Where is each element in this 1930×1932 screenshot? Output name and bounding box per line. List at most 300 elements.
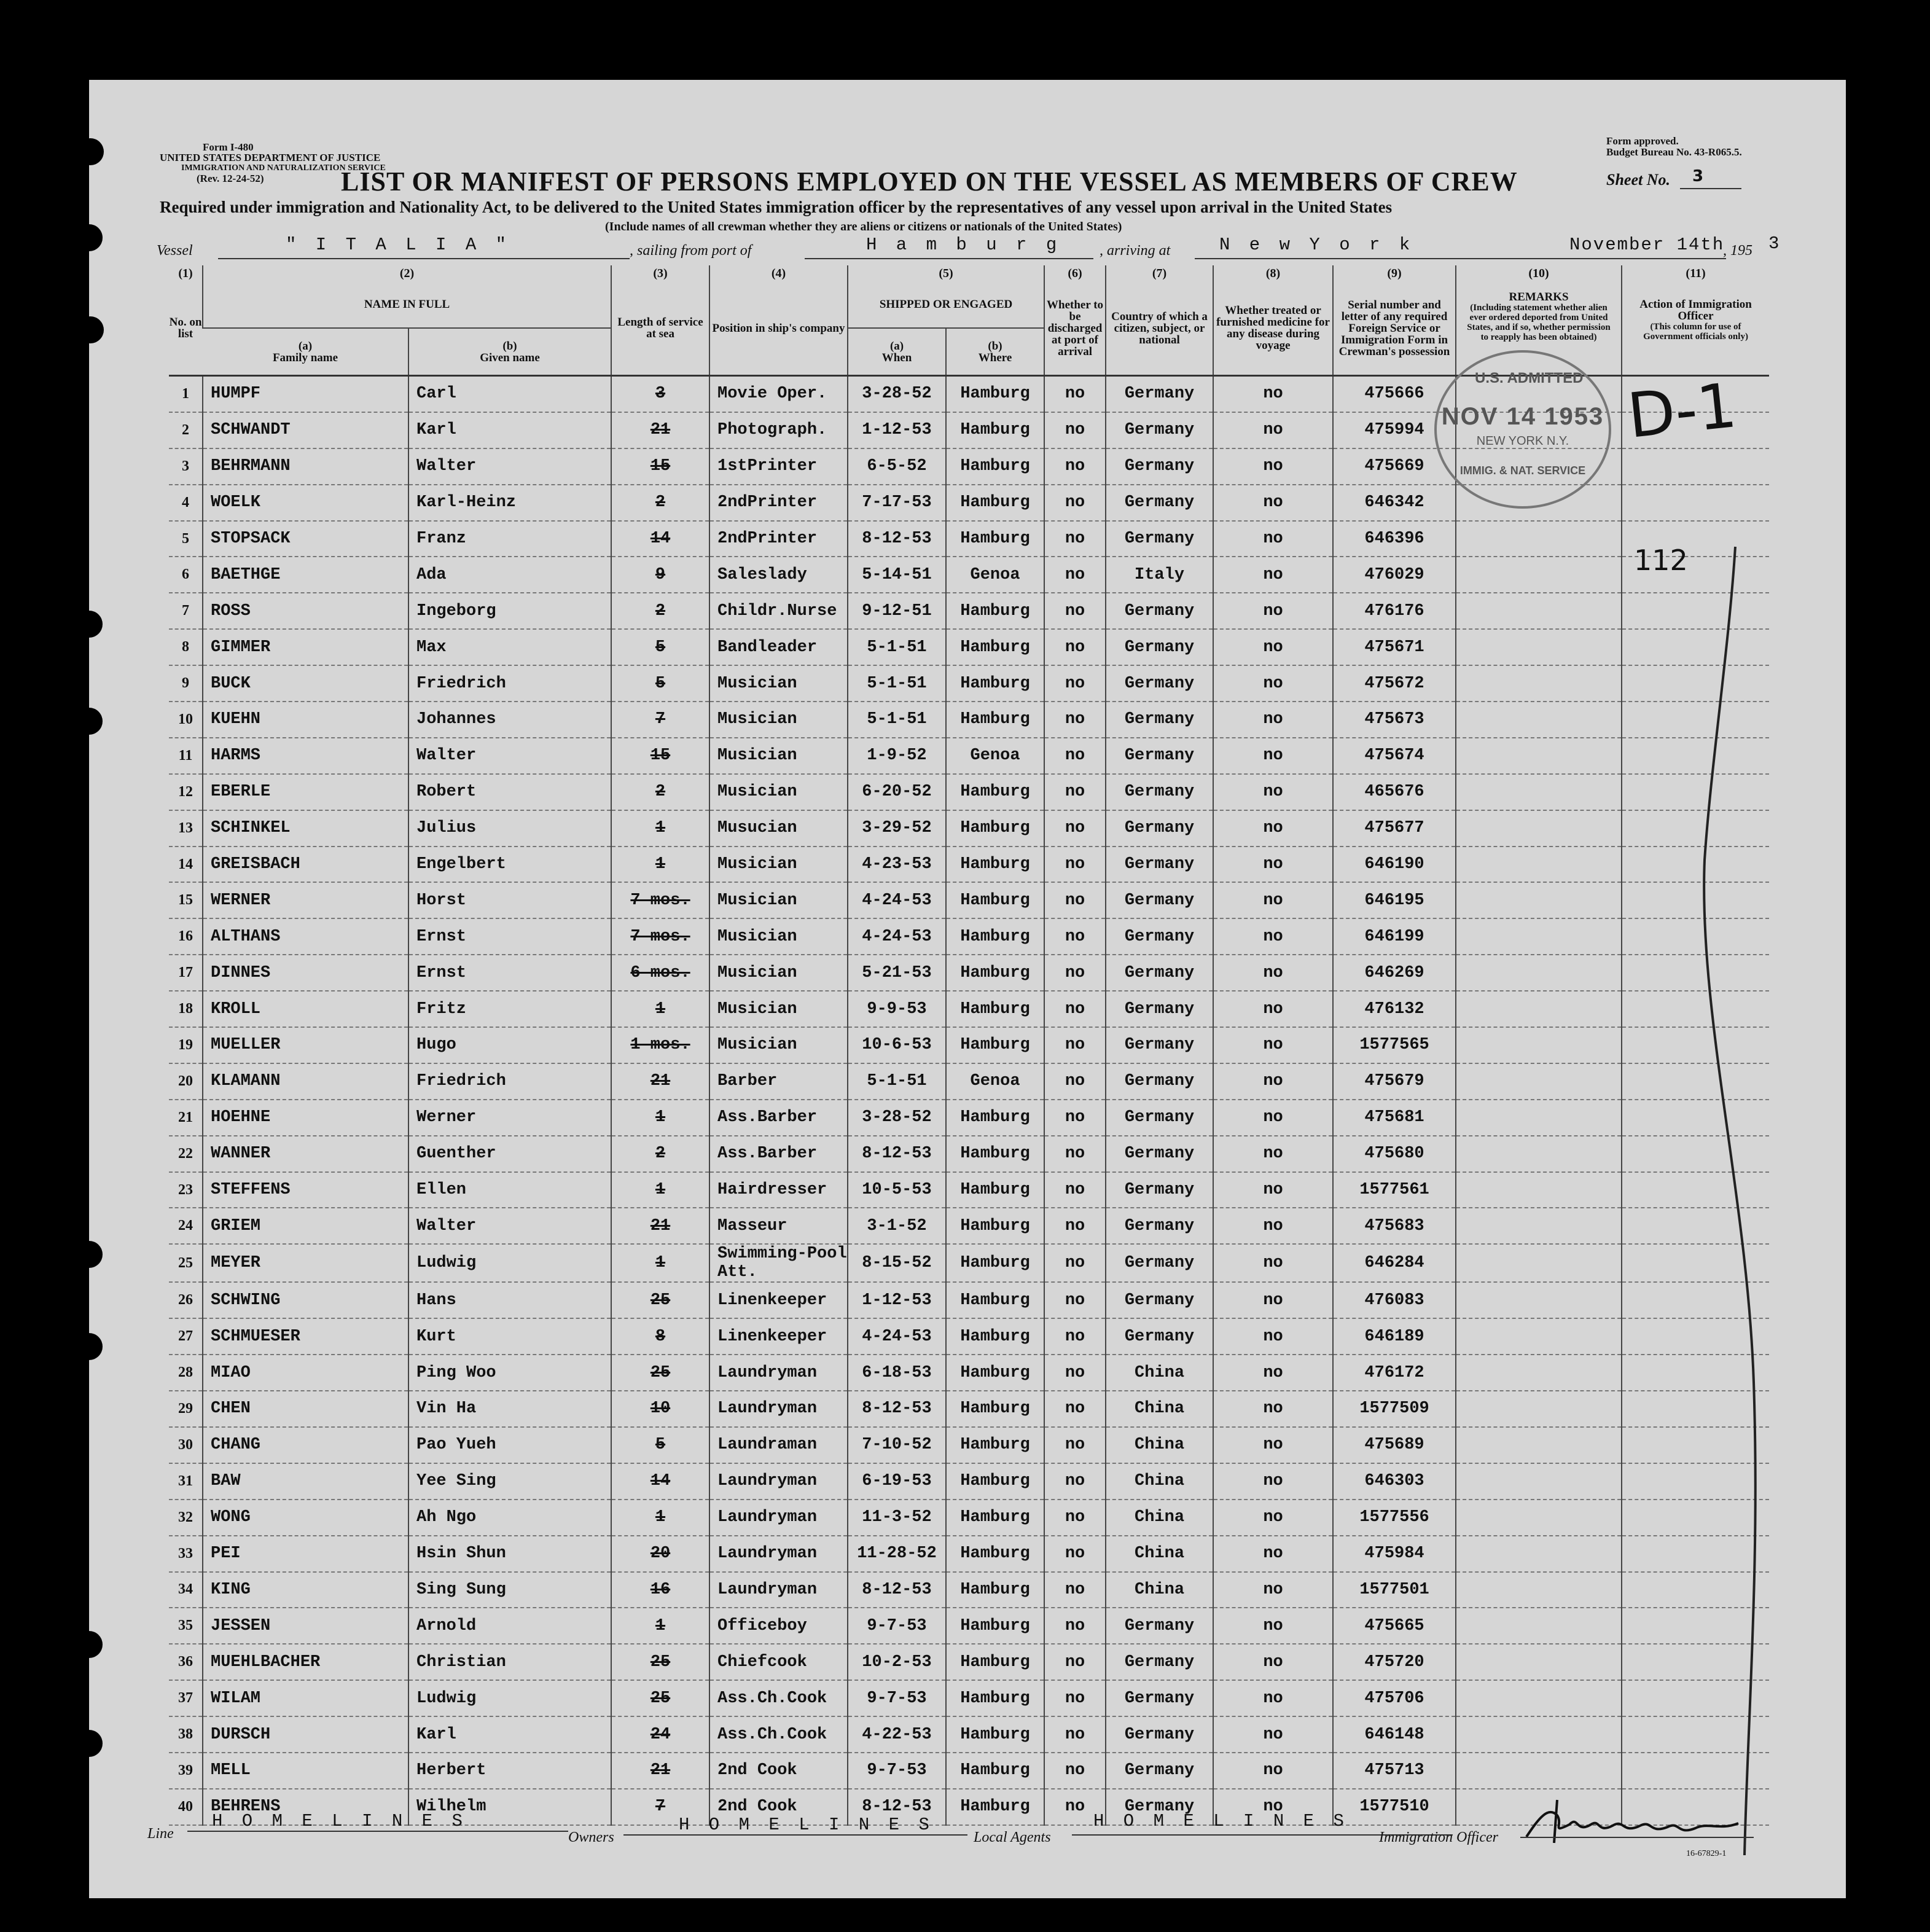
crew-when: 3-29-52 bbox=[848, 810, 946, 847]
crew-serial: 475679 bbox=[1333, 1063, 1456, 1100]
crew-serial: 646195 bbox=[1333, 882, 1456, 918]
crew-given: Carl bbox=[408, 376, 611, 412]
crew-treated: no bbox=[1213, 1753, 1333, 1789]
crew-position: Laundryman bbox=[709, 1500, 848, 1536]
crew-no: 1 bbox=[169, 376, 203, 412]
crew-position: 1stPrinter bbox=[709, 448, 848, 485]
crew-given: Karl bbox=[408, 412, 611, 448]
subtitle: Required under immigration and Nationality Act, to be delivered to the United States immigration officer by the representatives of any vessel upon arrival in the United States bbox=[160, 198, 1393, 216]
col-discharged: Whether to be discharged at port of arrival bbox=[1044, 281, 1106, 376]
crew-family: SCHWANDT bbox=[203, 412, 408, 448]
crew-treated: no bbox=[1213, 376, 1333, 412]
crew-length: 21 bbox=[611, 1753, 709, 1789]
crew-no: 14 bbox=[169, 847, 203, 883]
crew-position: Musician bbox=[709, 847, 848, 883]
col-shipped: SHIPPED OR ENGAGED bbox=[848, 281, 1044, 328]
crew-position: Musician bbox=[709, 774, 848, 810]
crew-treated: no bbox=[1213, 1572, 1333, 1608]
binder-hole bbox=[76, 611, 103, 638]
crew-empty-cell bbox=[1456, 1500, 1622, 1536]
crew-country: Germany bbox=[1106, 1680, 1213, 1716]
crew-length: 21 bbox=[611, 1208, 709, 1244]
action-mark: D-1 bbox=[1624, 369, 1740, 452]
crew-where: Hamburg bbox=[946, 1753, 1044, 1789]
crew-given: Ada bbox=[408, 557, 611, 593]
crew-no: 3 bbox=[169, 448, 203, 485]
crew-country: China bbox=[1106, 1391, 1213, 1427]
crew-given: Karl-Heinz bbox=[408, 485, 611, 521]
crew-where: Hamburg bbox=[946, 1608, 1044, 1644]
crew-serial: 476172 bbox=[1333, 1355, 1456, 1391]
crew-serial: 646303 bbox=[1333, 1463, 1456, 1500]
crew-where: Hamburg bbox=[946, 1027, 1044, 1063]
year-prefix: , 195 bbox=[1723, 243, 1752, 259]
crew-when: 6-20-52 bbox=[848, 774, 946, 810]
crew-country: Germany bbox=[1106, 991, 1213, 1027]
crew-when: 9-7-53 bbox=[848, 1608, 946, 1644]
crew-row bbox=[169, 1208, 1769, 1244]
crew-where: Hamburg bbox=[946, 702, 1044, 738]
crew-family: JESSEN bbox=[203, 1608, 408, 1644]
crew-where: Hamburg bbox=[946, 1644, 1044, 1680]
crew-length: 16 bbox=[611, 1572, 709, 1608]
crew-position: Chiefcook bbox=[709, 1644, 848, 1680]
crew-serial: 475673 bbox=[1333, 702, 1456, 738]
crew-empty-cell bbox=[1456, 847, 1622, 883]
crew-row bbox=[169, 1536, 1769, 1572]
service: IMMIGRATION AND NATURALIZATION SERVICE bbox=[181, 163, 386, 173]
crew-given: Julius bbox=[408, 810, 611, 847]
crew-when: 6-5-52 bbox=[848, 448, 946, 485]
crew-position: Laundryman bbox=[709, 1355, 848, 1391]
crew-serial: 476176 bbox=[1333, 593, 1456, 629]
crew-where: Hamburg bbox=[946, 521, 1044, 557]
owners-value: H O M E L I N E S bbox=[679, 1815, 934, 1835]
crew-discharged: no bbox=[1044, 593, 1106, 629]
officer-signature bbox=[1520, 1794, 1754, 1849]
crew-family: WERNER bbox=[203, 882, 408, 918]
crew-treated: no bbox=[1213, 412, 1333, 448]
crew-row bbox=[169, 882, 1769, 918]
crew-length: 21 bbox=[611, 412, 709, 448]
crew-serial: 646269 bbox=[1333, 955, 1456, 991]
arrival-date: November 14th bbox=[1569, 235, 1725, 255]
crew-given: Walter bbox=[408, 1208, 611, 1244]
crew-discharged: no bbox=[1044, 1427, 1106, 1463]
crew-when: 8-12-53 bbox=[848, 1391, 946, 1427]
crew-row bbox=[169, 1355, 1769, 1391]
crew-length: 14 bbox=[611, 521, 709, 557]
crew-empty-cell bbox=[1456, 1208, 1622, 1244]
crew-when: 5-21-53 bbox=[848, 955, 946, 991]
crew-position: Musucian bbox=[709, 810, 848, 847]
crew-country: Germany bbox=[1106, 1608, 1213, 1644]
crew-position: Linenkeeper bbox=[709, 1318, 848, 1355]
crew-family: SCHMUESER bbox=[203, 1318, 408, 1355]
crew-given: Karl bbox=[408, 1716, 611, 1753]
crew-discharged: no bbox=[1044, 1208, 1106, 1244]
crew-empty-cell bbox=[1456, 991, 1622, 1027]
col-given-name: (b) Given name bbox=[408, 328, 611, 376]
crew-no: 37 bbox=[169, 1680, 203, 1716]
crew-family: WANNER bbox=[203, 1136, 408, 1172]
crew-discharged: no bbox=[1044, 738, 1106, 774]
crew-discharged: no bbox=[1044, 1608, 1106, 1644]
crew-where: Hamburg bbox=[946, 1716, 1044, 1753]
crew-when: 8-12-53 bbox=[848, 1789, 946, 1825]
crew-family: PEI bbox=[203, 1536, 408, 1572]
crew-empty-cell bbox=[1456, 593, 1622, 629]
crew-treated: no bbox=[1213, 1536, 1333, 1572]
crew-empty-cell bbox=[1456, 1172, 1622, 1208]
crew-length: 7 bbox=[611, 702, 709, 738]
crew-serial: 475666 bbox=[1333, 376, 1456, 412]
crew-position: 2nd Cook bbox=[709, 1753, 848, 1789]
crew-family: MIAO bbox=[203, 1355, 408, 1391]
crew-given: Ah Ngo bbox=[408, 1500, 611, 1536]
crew-serial: 475677 bbox=[1333, 810, 1456, 847]
crew-empty-cell bbox=[1456, 1244, 1622, 1282]
crew-empty-cell bbox=[1456, 1427, 1622, 1463]
admitted-stamp: U.S. ADMITTED NOV 14 1953 NEW YORK N.Y. IMMIG. & NAT. SERVICE bbox=[1434, 350, 1611, 509]
crew-family: ALTHANS bbox=[203, 918, 408, 955]
crew-discharged: no bbox=[1044, 1572, 1106, 1608]
crew-treated: no bbox=[1213, 1644, 1333, 1680]
crew-no: 27 bbox=[169, 1318, 203, 1355]
crew-discharged: no bbox=[1044, 1318, 1106, 1355]
crew-position: Childr.Nurse bbox=[709, 593, 848, 629]
crew-when: 9-9-53 bbox=[848, 991, 946, 1027]
crew-family: HARMS bbox=[203, 738, 408, 774]
crew-discharged: no bbox=[1044, 1027, 1106, 1063]
crew-no: 9 bbox=[169, 665, 203, 702]
crew-country: China bbox=[1106, 1355, 1213, 1391]
crew-country: Germany bbox=[1106, 1063, 1213, 1100]
crew-given: Ellen bbox=[408, 1172, 611, 1208]
crew-row bbox=[169, 1100, 1769, 1136]
arriving-label: , arriving at bbox=[1100, 243, 1171, 259]
crew-row bbox=[169, 1063, 1769, 1100]
crew-row bbox=[169, 1318, 1769, 1355]
crew-length: 8 bbox=[611, 1318, 709, 1355]
crew-length: 2 bbox=[611, 593, 709, 629]
crew-where: Hamburg bbox=[946, 1172, 1044, 1208]
crew-when: 1-12-53 bbox=[848, 412, 946, 448]
crew-country: Germany bbox=[1106, 665, 1213, 702]
col-name-in-full: NAME IN FULL bbox=[203, 281, 611, 328]
vessel-name: " I T A L I A " bbox=[286, 235, 511, 255]
crew-treated: no bbox=[1213, 1027, 1333, 1063]
crew-country: Germany bbox=[1106, 1644, 1213, 1680]
crew-treated: no bbox=[1213, 665, 1333, 702]
departure-port: H a m b u r g bbox=[866, 235, 1061, 255]
owners-label: Owners bbox=[568, 1829, 614, 1845]
crew-row bbox=[169, 1716, 1769, 1753]
crew-empty-cell bbox=[1456, 1318, 1622, 1355]
crew-where: Hamburg bbox=[946, 376, 1044, 412]
agents-label: Local Agents bbox=[974, 1829, 1051, 1845]
crew-row bbox=[169, 1463, 1769, 1500]
crew-treated: no bbox=[1213, 1355, 1333, 1391]
col-remarks: REMARKS (Including statement whether alien ever ordered deported from United States, and if so, whether permission to reapply has been obtained) bbox=[1456, 281, 1622, 376]
crew-no: 32 bbox=[169, 1500, 203, 1536]
crew-when: 9-7-53 bbox=[848, 1680, 946, 1716]
crew-discharged: no bbox=[1044, 1789, 1106, 1825]
crew-serial: 1577501 bbox=[1333, 1572, 1456, 1608]
crew-given: Fritz bbox=[408, 991, 611, 1027]
crew-position: 2ndPrinter bbox=[709, 521, 848, 557]
binder-hole bbox=[76, 1333, 103, 1360]
crew-where: Hamburg bbox=[946, 1282, 1044, 1318]
crew-discharged: no bbox=[1044, 521, 1106, 557]
crew-given: Hsin Shun bbox=[408, 1536, 611, 1572]
crew-treated: no bbox=[1213, 1208, 1333, 1244]
crew-discharged: no bbox=[1044, 1680, 1106, 1716]
crew-row bbox=[169, 521, 1769, 557]
crew-family: WOELK bbox=[203, 485, 408, 521]
crew-serial: 475671 bbox=[1333, 629, 1456, 665]
manifest-sheet bbox=[89, 80, 1846, 1898]
crew-given: Walter bbox=[408, 448, 611, 485]
crew-row bbox=[169, 1244, 1769, 1282]
crew-discharged: no bbox=[1044, 448, 1106, 485]
crew-family: SCHINKEL bbox=[203, 810, 408, 847]
crew-position: Musician bbox=[709, 955, 848, 991]
crew-row bbox=[169, 918, 1769, 955]
crew-discharged: no bbox=[1044, 557, 1106, 593]
crew-country: Germany bbox=[1106, 629, 1213, 665]
crew-when: 1-12-53 bbox=[848, 1282, 946, 1318]
crew-no: 12 bbox=[169, 774, 203, 810]
crew-length: 2 bbox=[611, 1136, 709, 1172]
crew-country: Germany bbox=[1106, 810, 1213, 847]
crew-length: 5 bbox=[611, 629, 709, 665]
crew-given: Arnold bbox=[408, 1608, 611, 1644]
crew-treated: no bbox=[1213, 918, 1333, 955]
crew-when: 7-17-53 bbox=[848, 485, 946, 521]
crew-serial: 1577510 bbox=[1333, 1789, 1456, 1825]
crew-when: 11-28-52 bbox=[848, 1536, 946, 1572]
crew-treated: no bbox=[1213, 1391, 1333, 1427]
crew-where: Hamburg bbox=[946, 629, 1044, 665]
crew-serial: 475669 bbox=[1333, 448, 1456, 485]
crew-treated: no bbox=[1213, 1136, 1333, 1172]
col-position: Position in ship's company bbox=[709, 281, 848, 376]
crew-treated: no bbox=[1213, 629, 1333, 665]
crew-position: Laundraman bbox=[709, 1427, 848, 1463]
crew-length: 7 mos. bbox=[611, 918, 709, 955]
crew-no: 21 bbox=[169, 1100, 203, 1136]
crew-position: Ass.Ch.Cook bbox=[709, 1716, 848, 1753]
crew-when: 8-15-52 bbox=[848, 1244, 946, 1282]
crew-empty-cell bbox=[1456, 665, 1622, 702]
crew-given: Horst bbox=[408, 882, 611, 918]
crew-family: BEHRENS bbox=[203, 1789, 408, 1825]
sheet-label: Sheet No. bbox=[1606, 171, 1670, 189]
crew-length: 3 bbox=[611, 376, 709, 412]
crew-treated: no bbox=[1213, 774, 1333, 810]
crew-no: 8 bbox=[169, 629, 203, 665]
crew-position: Ass.Barber bbox=[709, 1100, 848, 1136]
crew-when: 8-12-53 bbox=[848, 521, 946, 557]
crew-where: Hamburg bbox=[946, 1463, 1044, 1500]
crew-position: Saleslady bbox=[709, 557, 848, 593]
crew-position: Swimming-Pool Att. bbox=[709, 1244, 848, 1282]
crew-position: Musician bbox=[709, 918, 848, 955]
crew-when: 4-24-53 bbox=[848, 882, 946, 918]
crew-when: 10-6-53 bbox=[848, 1027, 946, 1063]
crew-discharged: no bbox=[1044, 1391, 1106, 1427]
crew-serial: 475994 bbox=[1333, 412, 1456, 448]
crew-discharged: no bbox=[1044, 1500, 1106, 1536]
crew-country: Germany bbox=[1106, 955, 1213, 991]
line-label: Line bbox=[147, 1826, 174, 1842]
crew-manifest-table: (1) (2) (3) (4) (5) (6) (7) (8) (9) (10) (11) No. on list NAME IN FULL Length of service at sea Position in ship's company SHIPPED OR ENGAGED Whether to be discharged at port of arrival Country of which a citizen, subject, or national Whether treated or furnished medicine for any disease during voyage Serial number and letter of any required Foreign Service or Immigration Form in Crewman's possession REMARKS (Including statement whether alien ever ordered deported from United States, and if so, whether permission to reapply has been obtained) Action of Immigration Officer (This column for use of Government officials only) (a) Family name (b) Given name (a) When (b) Where 1 HUMPF Carl 3 Movie Oper. 3-28-52 Hamburg no Germany no 475666 2 SCHWANDT Karl 21 Photograph. 1-12-53 Hamburg no Germany no 475994 3 BEHRMANN Walter 15 1stPrinter 6-5-52 Hamburg no Germany no 475669 4 WOELK Karl-Heinz 2 2ndPrinter 7-17-53 Hamburg no Germany no 646342 5 STOPSACK Franz 14 2ndPrinter 8-12-53 Hamburg no Germany no 646396 6 BAETHGE Ada 9 Saleslady 5-14-51 Genoa no Italy no 476029 7 ROSS Ingeborg 2 Childr.Nurse 9-12-51 Hamburg no Germany no 476176 8 GIMMER Max 5 Bandleader 5-1-51 Hamburg no Germany no 475671 9 BUCK Friedrich 5 Musician 5-1-51 Hamburg no Germany no 475672 10 KUEHN Johannes 7 Musician 5-1-51 Hamburg no Germany no 475673 11 HARMS Walter 15 Musician 1-9-52 Genoa no Germany no 475674 12 EBERLE Robert 2 Musician 6-20-52 Hamburg no Germany no 465676 13 SCHINKEL Julius 1 Musucian 3-29-52 Hamburg no Germany no 475677 14 GREISBACH Engelbert 1 Musician 4-23-53 Hamburg no Germany no 646190 15 WERNER Horst 7 mos. Musician 4-24-53 Hamburg no Germany no 646195 16 ALTHANS Ernst 7 mos. Musician 4-24-53 Hamburg no Germany no 646199 17 DINNES Ernst 6 mos. Musician 5-21-53 Hamburg no Germany no 646269 18 KROLL Fritz 1 Musician 9-9-53 Hamburg no Germany no 476132 19 MUELLER Hugo 1 mos. Musician 10-6-53 Hamburg no Germany no 1577565 20 KLAMANN Friedrich 21 Barber 5-1-51 Genoa no Germany no 475679 21 HOEHNE Werner 1 Ass.Barber 3-28-52 Hamburg no Germany no 475681 22 WANNER Guenther 2 Ass.Barber 8-12-53 Hamburg no Germany no 475680 23 STEFFENS Ellen 1 Hairdresser 10-5-53 Hamburg no Germany no 1577561 24 GRIEM Walter 21 Masseur 3-1-52 Hamburg no Germany no 475683 25 MEYER Ludwig 1 Swimming-Pool Att. 8-15-52 Hamburg no Germany no 646284 26 SCHWING Hans 25 Linenkeeper 1-12-53 Hamburg no Germany no 476083 27 SCHMUESER Kurt 8 Linenkeeper 4-24-53 Hamburg no Germany no 646189 28 MIAO Ping Woo 25 Laundryman 6-18-53 Hamburg no China no 476172 29 CHEN Vin Ha 10 Laundryman 8-12-53 Hamburg no China no 1577509 30 CHANG Pao Yueh 5 Laundraman 7-10-52 Hamburg no China no 475689 31 BAW Yee Sing 14 Laundryman 6-19-53 Hamburg no China no 646303 32 WONG Ah Ngo 1 Laundryman 11-3-52 Hamburg no China no 1577556 33 PEI Hsin Shun 20 Laundryman 11-28-52 Hamburg no China no 475984 34 KING Sing Sung 16 Laundryman 8-12-53 Hamburg no China no 1577501 35 JESSEN Arnold 1 Officeboy 9-7-53 Hamburg no Germany no 475665 36 MUEHLBACHER Christian 25 Chiefcook 10-2-53 Hamburg no Germany no 475720 37 WILAM Ludwig 25 Ass.Ch.Cook 9-7-53 Hamburg no Germany no 475706 38 DURSCH Karl 24 Ass.Ch.Cook 4-22-53 Hamburg no Germany no 646148 39 MELL Herbert 21 2nd Cook 9-7-53 Hamburg no Germany no 475713 40 BEHRENS Wilhelm 7 2nd Cook 8-12-53 Hamburg no Germany no 1577510 bbox=[169, 265, 1769, 1826]
crew-given: Ernst bbox=[408, 918, 611, 955]
crew-length: 1 bbox=[611, 1500, 709, 1536]
crew-given: Johannes bbox=[408, 702, 611, 738]
crew-length: 15 bbox=[611, 448, 709, 485]
crew-length: 2 bbox=[611, 485, 709, 521]
crew-family: BAW bbox=[203, 1463, 408, 1500]
crew-when: 8-12-53 bbox=[848, 1136, 946, 1172]
crew-country: Germany bbox=[1106, 1753, 1213, 1789]
crew-country: Germany bbox=[1106, 593, 1213, 629]
crew-where: Hamburg bbox=[946, 1391, 1044, 1427]
crew-given: Ludwig bbox=[408, 1680, 611, 1716]
crew-when: 1-9-52 bbox=[848, 738, 946, 774]
crew-where: Hamburg bbox=[946, 485, 1044, 521]
crew-treated: no bbox=[1213, 448, 1333, 485]
crew-discharged: no bbox=[1044, 629, 1106, 665]
crew-no: 23 bbox=[169, 1172, 203, 1208]
crew-length: 7 mos. bbox=[611, 882, 709, 918]
crew-where: Hamburg bbox=[946, 1500, 1044, 1536]
crew-empty-cell bbox=[1456, 810, 1622, 847]
crew-family: KUEHN bbox=[203, 702, 408, 738]
crew-row bbox=[169, 557, 1769, 593]
crew-when: 5-1-51 bbox=[848, 702, 946, 738]
crew-empty-cell bbox=[1456, 1680, 1622, 1716]
crew-treated: no bbox=[1213, 702, 1333, 738]
crew-family: KING bbox=[203, 1572, 408, 1608]
crew-country: Germany bbox=[1106, 1244, 1213, 1282]
crew-serial: 475681 bbox=[1333, 1100, 1456, 1136]
crew-length: 1 bbox=[611, 1244, 709, 1282]
binder-hole bbox=[77, 316, 104, 343]
crew-discharged: no bbox=[1044, 882, 1106, 918]
crew-no: 24 bbox=[169, 1208, 203, 1244]
crew-family: MEYER bbox=[203, 1244, 408, 1282]
crew-country: Germany bbox=[1106, 1789, 1213, 1825]
crew-empty-cell bbox=[1456, 1282, 1622, 1318]
crew-empty-cell bbox=[1456, 1355, 1622, 1391]
crew-country: Germany bbox=[1106, 774, 1213, 810]
crew-empty-cell bbox=[1456, 882, 1622, 918]
crew-empty-cell bbox=[1456, 1100, 1622, 1136]
continuation-line bbox=[1686, 461, 1784, 1874]
crew-length: 2 bbox=[611, 774, 709, 810]
crew-family: ROSS bbox=[203, 593, 408, 629]
crew-position: Musician bbox=[709, 738, 848, 774]
crew-discharged: no bbox=[1044, 774, 1106, 810]
crew-serial: 1577509 bbox=[1333, 1391, 1456, 1427]
crew-family: STEFFENS bbox=[203, 1172, 408, 1208]
crew-position: Musician bbox=[709, 882, 848, 918]
crew-no: 18 bbox=[169, 991, 203, 1027]
crew-country: Germany bbox=[1106, 918, 1213, 955]
crew-row bbox=[169, 1136, 1769, 1172]
col-serial: Serial number and letter of any required Foreign Service or Immigration Form in Crewman's possession bbox=[1333, 281, 1456, 376]
crew-where: Genoa bbox=[946, 557, 1044, 593]
crew-serial: 1577561 bbox=[1333, 1172, 1456, 1208]
crew-family: HOEHNE bbox=[203, 1100, 408, 1136]
crew-discharged: no bbox=[1044, 918, 1106, 955]
crew-given: Kurt bbox=[408, 1318, 611, 1355]
crew-length: 1 bbox=[611, 1100, 709, 1136]
crew-rows bbox=[169, 376, 1769, 1825]
crew-empty-cell bbox=[1456, 738, 1622, 774]
vessel-label: Vessel bbox=[157, 243, 193, 259]
line-value: H O M E L I N E S bbox=[212, 1811, 467, 1831]
crew-family: BAETHGE bbox=[203, 557, 408, 593]
crew-row bbox=[169, 1500, 1769, 1536]
crew-empty-cell bbox=[1456, 1536, 1622, 1572]
crew-where: Hamburg bbox=[946, 1244, 1044, 1282]
crew-when: 5-1-51 bbox=[848, 1063, 946, 1100]
crew-empty-cell bbox=[1456, 1391, 1622, 1427]
binder-hole bbox=[76, 1631, 103, 1658]
form-approved: Form approved. bbox=[1606, 135, 1679, 147]
crew-when: 4-22-53 bbox=[848, 1716, 946, 1753]
crew-treated: no bbox=[1213, 1680, 1333, 1716]
crew-when: 3-28-52 bbox=[848, 1100, 946, 1136]
crew-family: BEHRMANN bbox=[203, 448, 408, 485]
crew-country: China bbox=[1106, 1500, 1213, 1536]
crew-discharged: no bbox=[1044, 1716, 1106, 1753]
crew-family: EBERLE bbox=[203, 774, 408, 810]
crew-when: 4-24-53 bbox=[848, 1318, 946, 1355]
crew-family: MUELLER bbox=[203, 1027, 408, 1063]
crew-when: 10-2-53 bbox=[848, 1644, 946, 1680]
crew-empty-cell bbox=[1456, 1572, 1622, 1608]
crew-position: Laundryman bbox=[709, 1463, 848, 1500]
crew-no: 15 bbox=[169, 882, 203, 918]
crew-when: 3-1-52 bbox=[848, 1208, 946, 1244]
crew-when: 9-12-51 bbox=[848, 593, 946, 629]
crew-row bbox=[169, 1427, 1769, 1463]
crew-serial: 475680 bbox=[1333, 1136, 1456, 1172]
crew-family: CHANG bbox=[203, 1427, 408, 1463]
crew-row bbox=[169, 810, 1769, 847]
crew-length: 24 bbox=[611, 1716, 709, 1753]
crew-where: Hamburg bbox=[946, 1789, 1044, 1825]
crew-length: 1 bbox=[611, 810, 709, 847]
crew-empty-cell bbox=[1456, 774, 1622, 810]
crew-length: 7 bbox=[611, 1789, 709, 1825]
crew-serial: 646199 bbox=[1333, 918, 1456, 955]
col-treated: Whether treated or furnished medicine for any disease during voyage bbox=[1213, 281, 1333, 376]
crew-given: Ingeborg bbox=[408, 593, 611, 629]
crew-where: Hamburg bbox=[946, 665, 1044, 702]
crew-family: CHEN bbox=[203, 1391, 408, 1427]
crew-when: 7-10-52 bbox=[848, 1427, 946, 1463]
crew-given: Hugo bbox=[408, 1027, 611, 1063]
crew-treated: no bbox=[1213, 521, 1333, 557]
binder-hole bbox=[77, 138, 104, 165]
crew-where: Hamburg bbox=[946, 991, 1044, 1027]
crew-discharged: no bbox=[1044, 1644, 1106, 1680]
